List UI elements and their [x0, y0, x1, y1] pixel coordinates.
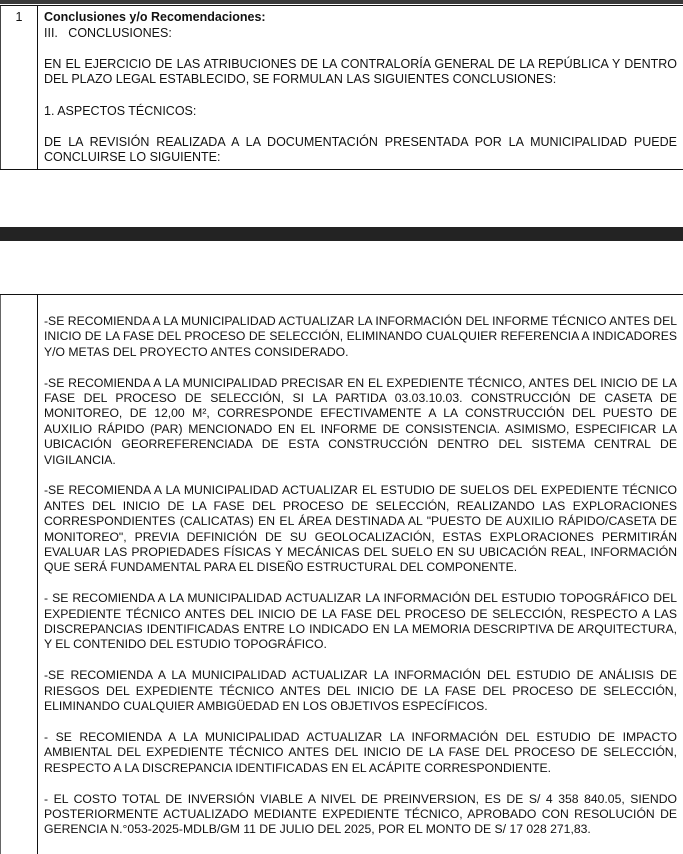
subsection-title: 1. ASPECTOS TÉCNICOS: — [44, 103, 197, 118]
spacer — [44, 119, 677, 135]
row-number-cell — [0, 6, 38, 169]
spacer — [44, 88, 677, 104]
intro-paragraph: EN EL EJERCICIO DE LAS ATRIBUCIONES DE LA CONTRALORÍA GENERAL DE LA REPÚBLICA Y DENTRO DEL PLAZO LEGAL ESTABLECIDO, SE FORMULAN LAS SIGUIENTES CONCLUSIONES: — [44, 56, 677, 87]
conclusions-content-cell — [38, 6, 683, 169]
recommendation-estudio-suelos: -SE RECOMIENDA A LA MUNICIPALIDAD ACTUALIZAR EL ESTUDIO DE SUELOS DEL EXPEDIENTE TÉCNICO ANTES DEL INICIO DE LA FASE DEL PROCESO DE SELECCIÓN, REALIZANDO LAS EXPLORACIONES CORRESPONDIENTES (CALICATAS) EN EL ÁREA DESTINADA AL "PUESTO DE AUXILIO RÁPIDO/CASETA DE MONITOREO", PREVIA DEFINICIÓN DE SU GEOLOCALIZACIÓN, ESTAS EXPLORACIONES PERMITIRÁN EVALUAR LAS PROPIEDADES FÍSICAS Y MECÁNICAS DEL SUELO EN SU UBICACIÓN REAL, INFORMACIÓN QUE SERÁ FUNDAMENTAL PARA EL DISEÑO ESTRUCTURAL DEL COMPONENTE. — [44, 483, 677, 575]
recommendations-table — [0, 294, 683, 854]
recommendation-impacto-ambiental: - SE RECOMIENDA A LA MUNICIPALIDAD ACTUALIZAR LA INFORMACIÓN DEL ESTUDIO DE IMPACTO AMBIENTAL DEL EXPEDIENTE TÉCNICO ANTES DEL INICIO DE LA FASE DEL PROCESO DE SELECCIÓN, RESPECTO A LA DISCREPANCIA IDENTIFICADAS EN EL ACÁPITE CORRESPONDIENTE. — [44, 729, 677, 775]
recommendation-estudio-topografico: - SE RECOMIENDA A LA MUNICIPALIDAD ACTUALIZAR LA INFORMACIÓN DEL ESTUDIO TOPOGRÁFICO DEL EXPEDIENTE TÉCNICO ANTES DEL INICIO DE LA FASE DEL PROCESO DE SELECCIÓN, RESPECTO A LAS DISCREPANCIAS IDENTIFICADAS ENTRE LO INDICADO EN LA MEMORIA DESCRIPTIVA DE ARQUITECTURA, Y EL CONTENIDO DEL ESTUDIO TOPOGRÁFICO. — [44, 591, 677, 652]
recommendation-analisis-riesgos: -SE RECOMIENDA A LA MUNICIPALIDAD ACTUALIZAR LA INFORMACIÓN DEL ESTUDIO DE ANÁLISIS DE RIESGOS DEL EXPEDIENTE TÉCNICO ANTES DEL INICIO DE LA FASE DEL PROCESO DE SELECCIÓN, ELIMINANDO CUALQUIER AMBIGÜEDAD EN LOS OBJETIVOS ESPECÍFICOS. — [44, 668, 677, 714]
section-heading: Conclusiones y/o Recomendaciones: — [44, 10, 266, 24]
recommendation-caseta-monitoreo: -SE RECOMIENDA A LA MUNICIPALIDAD PRECISAR EN EL EXPEDIENTE TÉCNICO, ANTES DEL INICIO DE LA FASE DEL PROCESO DE SELECCIÓN, SI LA PARTIDA 03.03.10.03. CONSTRUCCIÓN DE CASETA DE MONITOREO, DE 12,00 M², CORRESPONDE EFECTIVAMENTE A LA CONSTRUCCIÓN DEL PUESTO DE AUXILIO RÁPIDO (PAR) MENCIONADO EN EL INFORME DE CONSISTENCIA. ASIMISMO, ESPECIFICAR LA UBICACIÓN GEORREFERENCIADA DE ESTA CONSTRUCCIÓN DENTRO DEL SISTEMA CENTRAL DE VIGILANCIA. — [44, 375, 677, 467]
page-separator-bar — [0, 227, 683, 241]
spacer — [44, 41, 677, 57]
section-title: III. CONCLUSIONES: — [44, 25, 172, 40]
recommendation-informe-tecnico: -SE RECOMIENDA A LA MUNICIPALIDAD ACTUALIZAR LA INFORMACIÓN DEL INFORME TÉCNICO ANTES DEL INICIO DE LA FASE DEL PROCESO DE SELECCIÓN, ELIMINANDO CUALQUIER REFERENCIA A INDICADORES Y/O METAS DEL PROYECTO ANTES CONSIDERADO. — [44, 314, 677, 359]
page-top-border — [0, 0, 683, 4]
recommendation-costo-inversion: - EL COSTO TOTAL DE INVERSIÓN VIABLE A NIVEL DE PREINVERSION, ES DE S/ 4 358 840.05, SIENDO POSTERIORMENTE ACTUALIZADO MEDIANTE EXPEDIENTE TÉCNICO, APROBADO CON RESOLUCIÓN DE GERENCIA N.°053-2025-MDLB/GM 11 DE JULIO DEL 2025, POR EL MONTO DE S/ 17 028 271,83. — [44, 791, 677, 837]
row-number: 1 — [15, 10, 23, 24]
recommendations-content-cell — [38, 295, 683, 854]
row-number-cell — [0, 295, 38, 854]
review-paragraph: DE LA REVISIÓN REALIZADA A LA DOCUMENTACIÓN PRESENTADA POR LA MUNICIPALIDAD PUEDE CONCLUIRSE LO SIGUIENTE: — [44, 134, 677, 165]
conclusions-table — [0, 5, 683, 170]
